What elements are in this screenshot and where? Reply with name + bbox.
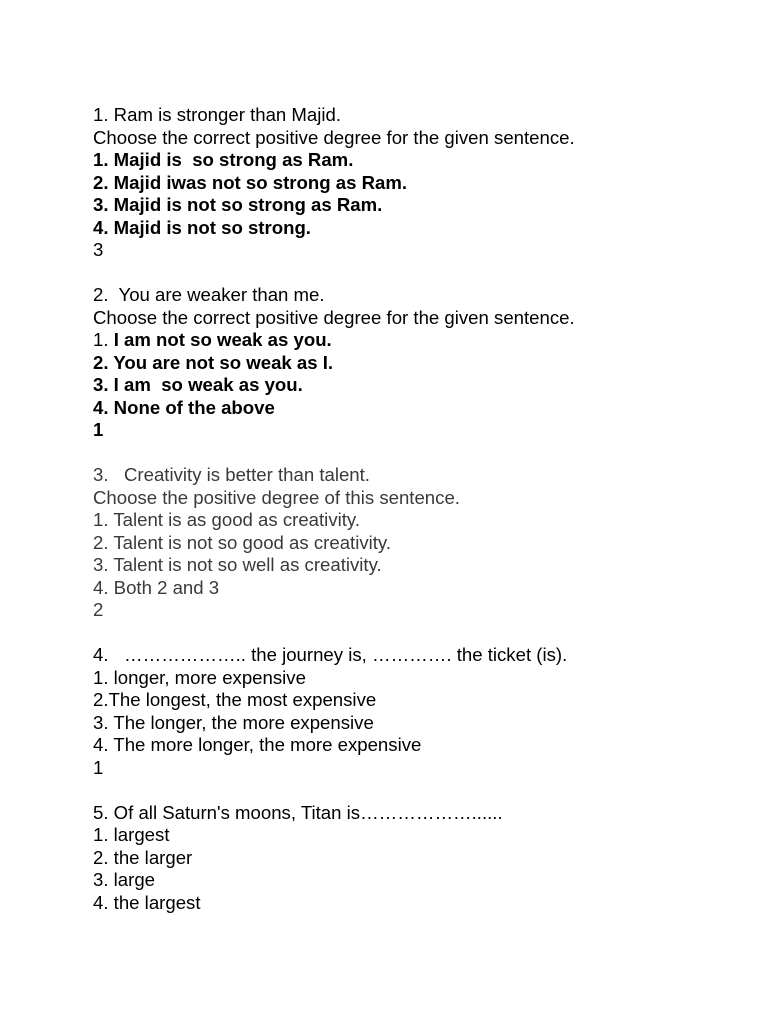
question-stem: 2. You are weaker than me.	[93, 284, 325, 305]
option-1: 1. longer, more expensive	[93, 666, 306, 688]
option-2: 2. You are not so weak as I.	[93, 351, 334, 373]
option-4: 4. The more longer, the more expensive	[93, 734, 422, 755]
option-3: 3. I am so weak as you.	[93, 374, 303, 395]
document-page	[93, 104, 753, 937]
option-2: 2. Majid iwas not so strong as Ram.	[93, 171, 408, 193]
question-3	[93, 464, 753, 622]
option-4: 4. the largest	[93, 891, 201, 913]
option-2: 2. the larger	[93, 846, 193, 868]
option-4: 4. Majid is not so strong.	[93, 216, 311, 238]
option-1: 1. largest	[93, 824, 170, 845]
question-stem: 5. Of all Saturn's moons, Titan is………………......	[93, 801, 503, 823]
option-3: 3. Majid is not so strong as Ram.	[93, 194, 383, 215]
question-stem: 1. Ram is stronger than Majid.	[93, 104, 342, 125]
answer: 2	[93, 599, 104, 620]
answer: 1	[93, 756, 104, 778]
option-2: 2. Talent is not so good as creativity.	[93, 531, 392, 553]
option-1: 1. Majid is so strong as Ram.	[93, 149, 354, 170]
option-1	[93, 329, 753, 352]
option-2: 2.The longest, the most expensive	[93, 689, 377, 710]
option-4: 4. None of the above	[93, 396, 275, 418]
question-instruction: Choose the positive degree of this sentence.	[93, 486, 460, 508]
option-1: 1. Talent is as good as creativity.	[93, 509, 360, 530]
option-1-number: 1.	[93, 329, 114, 350]
question-stem: 3. Creativity is better than talent.	[93, 464, 370, 485]
question-1	[93, 104, 753, 262]
option-3: 3. large	[93, 869, 156, 890]
question-5	[93, 802, 753, 915]
option-3: 3. The longer, the more expensive	[93, 711, 374, 733]
option-1-text: I am not so weak as you.	[113, 329, 332, 350]
answer: 3	[93, 239, 104, 260]
answer: 1	[93, 419, 104, 440]
option-3: 3. Talent is not so well as creativity.	[93, 554, 382, 575]
question-stem: 4. ……………….. the journey is, …………. the ticket (is).	[93, 644, 568, 665]
option-4: 4. Both 2 and 3	[93, 576, 220, 598]
question-2	[93, 284, 753, 442]
question-instruction: Choose the correct positive degree for the given sentence.	[93, 306, 575, 328]
question-instruction: Choose the correct positive degree for the given sentence.	[93, 126, 575, 148]
question-4	[93, 644, 753, 779]
